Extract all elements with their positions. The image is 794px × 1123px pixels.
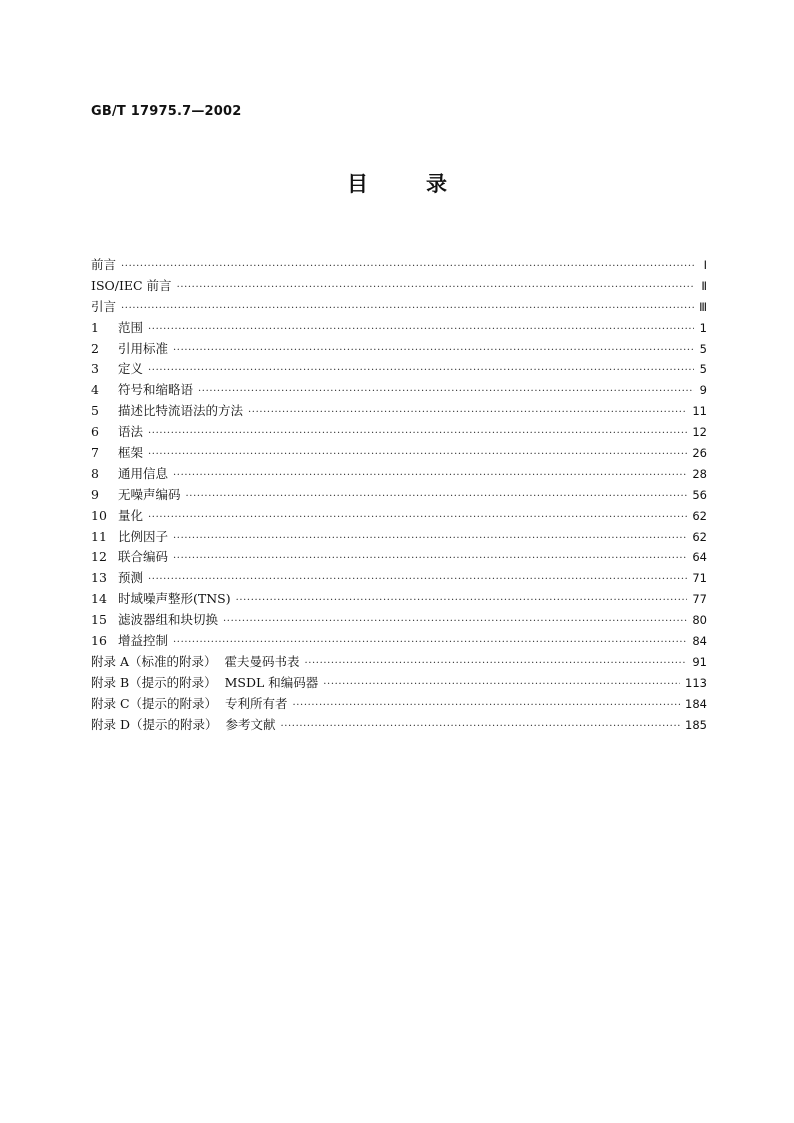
dot-leader bbox=[248, 403, 687, 424]
toc-entry[interactable] bbox=[91, 339, 707, 360]
toc-entry-page: 11 bbox=[692, 404, 707, 419]
toc-entry-label bbox=[91, 547, 168, 568]
toc-entry-label bbox=[91, 506, 143, 527]
toc-entry[interactable] bbox=[91, 652, 707, 673]
toc-entry-label bbox=[91, 318, 143, 339]
dot-leader bbox=[323, 675, 680, 696]
toc-entry[interactable] bbox=[91, 443, 707, 464]
title-char-2: 录 bbox=[426, 172, 447, 196]
toc-entry-label bbox=[91, 464, 168, 485]
toc-entry-page: Ⅰ bbox=[703, 258, 707, 272]
toc-entry[interactable] bbox=[91, 568, 707, 589]
toc-entry-title: 无噪声编码 bbox=[118, 486, 181, 502]
title-char-1: 目 bbox=[347, 172, 368, 196]
toc-entry-page: 62 bbox=[692, 508, 707, 523]
toc-entry[interactable] bbox=[91, 255, 707, 276]
toc-entry-page: 56 bbox=[692, 487, 707, 502]
toc-entry-number: 3 bbox=[91, 361, 99, 377]
toc-entry-title: 滤波器组和块切换 bbox=[118, 612, 219, 628]
toc-entry-label bbox=[91, 255, 116, 276]
toc-entry-number: 1 bbox=[91, 319, 99, 335]
toc-entry-number: 2 bbox=[91, 340, 99, 356]
dot-leader bbox=[121, 299, 694, 320]
toc-entry-label bbox=[91, 485, 181, 506]
page-title bbox=[0, 168, 794, 198]
dot-leader bbox=[198, 382, 694, 403]
toc-entry-label bbox=[91, 652, 299, 673]
dot-leader bbox=[173, 341, 694, 362]
toc-entry-title: 比例因子 bbox=[118, 528, 169, 544]
toc-entry-label bbox=[91, 715, 275, 736]
toc-entry-number: 9 bbox=[91, 486, 99, 502]
toc-entry[interactable] bbox=[91, 589, 707, 610]
toc-entry[interactable] bbox=[91, 422, 707, 443]
toc-entry-page: 64 bbox=[692, 550, 707, 565]
toc-entry-page: 1 bbox=[699, 320, 707, 335]
toc-entry[interactable] bbox=[91, 297, 707, 318]
dot-leader bbox=[304, 654, 687, 675]
dot-leader bbox=[148, 424, 687, 445]
toc-entry-page: 28 bbox=[692, 466, 707, 481]
dot-leader bbox=[148, 570, 687, 591]
toc-entry-page: Ⅲ bbox=[699, 299, 707, 314]
toc-entry[interactable] bbox=[91, 715, 707, 736]
toc-entry-label bbox=[91, 527, 168, 548]
toc-entry-number: 6 bbox=[91, 424, 99, 440]
toc-entry-title: 语法 bbox=[118, 424, 144, 440]
toc-entry-label bbox=[91, 443, 143, 464]
toc-entry-title: 附录 A（标准的附录） 霍夫曼码书表 bbox=[91, 653, 300, 669]
toc-entry-number: 13 bbox=[91, 570, 107, 586]
toc-entry[interactable] bbox=[91, 276, 707, 297]
toc-entry[interactable] bbox=[91, 506, 707, 527]
toc-entry-label bbox=[91, 422, 143, 443]
toc-entry-title: 前言 bbox=[91, 257, 117, 272]
dot-leader bbox=[177, 278, 694, 299]
toc-entry-number: 14 bbox=[91, 591, 107, 607]
toc-entry-title: 通用信息 bbox=[118, 465, 169, 481]
toc-entry-label bbox=[91, 359, 143, 380]
toc-entry-page: 62 bbox=[692, 529, 707, 544]
toc-entry-label bbox=[91, 673, 318, 694]
toc-entry-title: 框架 bbox=[118, 445, 144, 461]
toc-entry-page: 185 bbox=[685, 717, 707, 732]
toc-entry-number: 12 bbox=[91, 549, 107, 565]
toc-entry-number: 15 bbox=[91, 612, 107, 628]
toc-entry-page: 5 bbox=[699, 362, 707, 377]
dot-leader bbox=[223, 612, 687, 633]
dot-leader bbox=[121, 257, 694, 278]
toc-entry-title: 时域噪声整形(TNS) bbox=[118, 591, 231, 607]
toc-entry-label bbox=[91, 276, 172, 297]
toc-entry-label bbox=[91, 589, 231, 610]
dot-leader bbox=[148, 320, 694, 341]
dot-leader bbox=[148, 361, 694, 382]
dot-leader bbox=[236, 591, 688, 612]
toc-entry-number: 7 bbox=[91, 445, 99, 461]
toc-entry-title: 描述比特流语法的方法 bbox=[118, 403, 244, 419]
toc-entry-title: 附录 B（提示的附录） MSDL 和编码器 bbox=[91, 674, 319, 690]
toc-entry-label bbox=[91, 568, 143, 589]
toc-entry-number: 4 bbox=[91, 382, 99, 398]
dot-leader bbox=[186, 487, 688, 508]
toc-entry-page: Ⅱ bbox=[701, 278, 707, 293]
toc-entry-title: 量化 bbox=[118, 507, 144, 523]
toc-entry-page: 80 bbox=[692, 613, 707, 628]
toc-entry-label bbox=[91, 339, 168, 360]
toc-entry-page: 84 bbox=[692, 634, 707, 649]
dot-leader bbox=[173, 466, 687, 487]
toc-entry-number: 16 bbox=[91, 633, 107, 649]
toc-entry-title: 预测 bbox=[118, 570, 144, 586]
standard-code: GB/T 17975.7—2002 bbox=[91, 104, 242, 119]
dot-leader bbox=[173, 633, 687, 654]
toc-entry-title: 定义 bbox=[118, 361, 144, 377]
toc-entry[interactable] bbox=[91, 318, 707, 339]
toc-entry[interactable] bbox=[91, 380, 707, 401]
toc-entry[interactable] bbox=[91, 401, 707, 422]
toc-entry-label bbox=[91, 694, 288, 715]
toc-entry-title: 范围 bbox=[118, 319, 144, 335]
toc-entry[interactable] bbox=[91, 485, 707, 506]
toc-entry-number: 5 bbox=[91, 403, 99, 419]
table-of-contents bbox=[91, 255, 707, 735]
toc-entry-title: ISO/IEC 前言 bbox=[91, 277, 172, 293]
toc-entry-page: 77 bbox=[692, 592, 707, 607]
toc-entry[interactable] bbox=[91, 527, 707, 548]
toc-entry[interactable] bbox=[91, 694, 707, 715]
toc-entry-label bbox=[91, 297, 116, 318]
toc-entry[interactable] bbox=[91, 359, 707, 380]
toc-entry[interactable] bbox=[91, 610, 707, 631]
toc-entry-page: 184 bbox=[685, 696, 707, 711]
toc-entry-title: 联合编码 bbox=[118, 549, 169, 565]
toc-entry-number: 10 bbox=[91, 507, 107, 523]
toc-entry-title: 增益控制 bbox=[118, 633, 169, 649]
toc-entry-title: 引言 bbox=[91, 298, 117, 314]
toc-entry-page: 12 bbox=[692, 425, 707, 440]
toc-entry[interactable] bbox=[91, 673, 707, 694]
toc-entry-number: 8 bbox=[91, 465, 99, 481]
toc-entry-page: 9 bbox=[699, 383, 707, 398]
toc-entry-label bbox=[91, 610, 218, 631]
toc-entry[interactable] bbox=[91, 631, 707, 652]
toc-entry-page: 5 bbox=[699, 341, 707, 356]
dot-leader bbox=[173, 549, 687, 570]
toc-entry-label bbox=[91, 380, 193, 401]
toc-entry-title: 附录 D（提示的附录） 参考文献 bbox=[91, 716, 276, 732]
toc-entry-page: 71 bbox=[692, 571, 707, 586]
toc-entry[interactable] bbox=[91, 547, 707, 568]
toc-entry-page: 113 bbox=[685, 675, 707, 690]
toc-entry-title: 符号和缩略语 bbox=[118, 382, 194, 398]
toc-entry-number: 11 bbox=[91, 528, 107, 544]
toc-entry[interactable] bbox=[91, 464, 707, 485]
dot-leader bbox=[280, 717, 680, 738]
toc-entry-title: 引用标准 bbox=[118, 340, 169, 356]
dot-leader bbox=[148, 508, 687, 529]
toc-entry-label bbox=[91, 401, 243, 422]
toc-entry-title: 附录 C（提示的附录） 专利所有者 bbox=[91, 695, 288, 711]
dot-leader bbox=[148, 445, 687, 466]
dot-leader bbox=[293, 696, 681, 717]
toc-entry-label bbox=[91, 631, 168, 652]
toc-entry-page: 91 bbox=[692, 654, 707, 669]
dot-leader bbox=[173, 529, 687, 550]
toc-entry-page: 26 bbox=[692, 446, 707, 461]
